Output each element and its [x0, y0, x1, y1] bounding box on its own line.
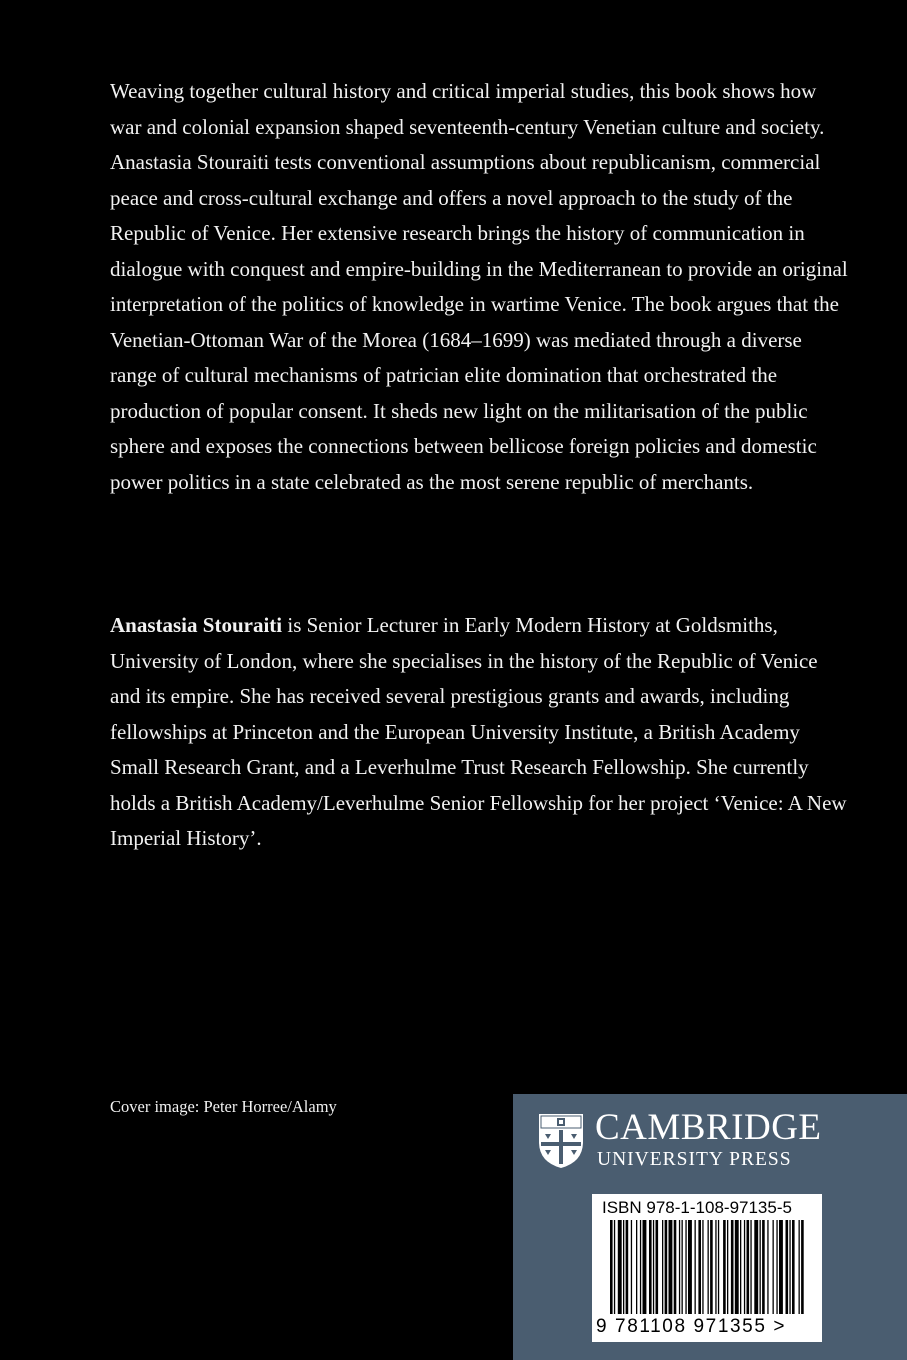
barcode-bar [682, 1220, 683, 1314]
barcode-bar [669, 1220, 673, 1314]
barcode-bar [801, 1220, 804, 1314]
barcode-bar [643, 1220, 647, 1314]
barcode-bar [636, 1220, 637, 1314]
barcode-bar [731, 1220, 734, 1314]
cover-credit: Cover image: Peter Horree/Alamy [110, 1097, 337, 1116]
publisher-panel [513, 1094, 907, 1360]
barcode-bar [786, 1220, 789, 1314]
barcode-bar [649, 1220, 652, 1314]
barcode-bar [702, 1220, 703, 1314]
barcode-bar [773, 1220, 774, 1314]
barcode-bar [662, 1220, 663, 1314]
isbn-label: ISBN 978-1-108-97135-5 [602, 1198, 792, 1217]
barcode-bar [760, 1220, 761, 1314]
barcode-bar [708, 1220, 709, 1314]
barcode-bar [750, 1220, 751, 1314]
barcode-bar [715, 1220, 716, 1314]
barcode-bar [710, 1220, 713, 1314]
barcode-bar [653, 1220, 654, 1314]
barcode-bar [656, 1220, 659, 1314]
barcode-bar [614, 1220, 615, 1314]
barcode-bar [623, 1220, 624, 1314]
cambridge-crest-icon [537, 1112, 585, 1170]
publisher-subname: UNIVERSITY PRESS [597, 1149, 792, 1170]
barcode-bar [792, 1220, 795, 1314]
book-blurb: Weaving together cultural history and critical imperial studies, this book shows how war and colonial expansion shaped seventeenth-century Venetian culture and society. Anastasia Stouraiti tests conventional assumptions about republicanism, commercial peace and cross-cultural exchange and offers a novel approach to the study of the Republic of Venice. Her extensive research brings the history of communication in dialogue with conquest and empire-building in the Mediterranean to provide an original interpretation of the politics of knowledge in wartime Venice. The book argues that the Venetian-Ottoman War of the Morea (1684–1699) was mediated through a diverse range of cultural mechanisms of patrician elite domination that orchestrated the production of popular consent. It sheds new light on the militarisation of the public sphere and exposes the connections between bellicose foreign policies and domestic power politics in a state celebrated as the most serene republic of merchants. [110, 79, 848, 494]
barcode-bar [776, 1220, 777, 1314]
barcode-bar [718, 1220, 719, 1314]
barcode-bar [674, 1220, 677, 1314]
barcode-bar [698, 1220, 701, 1314]
barcode-bar [754, 1220, 758, 1314]
barcode-bar [727, 1220, 728, 1314]
barcode-bar [744, 1220, 745, 1314]
barcode-bar [799, 1220, 800, 1314]
barcode-bar [618, 1220, 622, 1314]
barcode-bar [610, 1220, 613, 1314]
barcode-bar [789, 1220, 790, 1314]
barcode-bar [762, 1220, 765, 1314]
barcode-bar [688, 1220, 692, 1314]
barcode-bar [695, 1220, 696, 1314]
publisher-name: CAMBRIDGE [595, 1107, 822, 1148]
barcode-bar [779, 1220, 783, 1314]
barcode-bar [747, 1220, 750, 1314]
barcode-bar [740, 1220, 741, 1314]
barcode-bar [723, 1220, 726, 1314]
barcode-bar [767, 1220, 768, 1314]
barcode-bar [665, 1220, 668, 1314]
barcode-bar [679, 1220, 680, 1314]
isbn-barcode [592, 1194, 822, 1342]
barcode-bar [640, 1220, 641, 1314]
barcode-bar [626, 1220, 629, 1314]
barcode-bar [735, 1220, 739, 1314]
ean-digits: 9 781108 971355 > [596, 1316, 787, 1337]
author-bio [110, 608, 850, 857]
barcode-bar [631, 1220, 632, 1314]
author-bio-text: is Senior Lecturer in Early Modern History at Goldsmiths, University of London, where she specialises in the history of the Republic of Venice and its empire. She has received several prestigious grants and awards, including fellowships at Princeton and the European University Institute, a British Academy Small Research Grant, and a Leverhulme Trust Research Fellowship. She currently holds a British Academy/Leverhulme Senior Fellowship for her project ‘Venice: A New Imperial History’. [110, 613, 847, 850]
barcode-bar [685, 1220, 686, 1314]
author-name: Anastasia Stouraiti [110, 613, 283, 637]
